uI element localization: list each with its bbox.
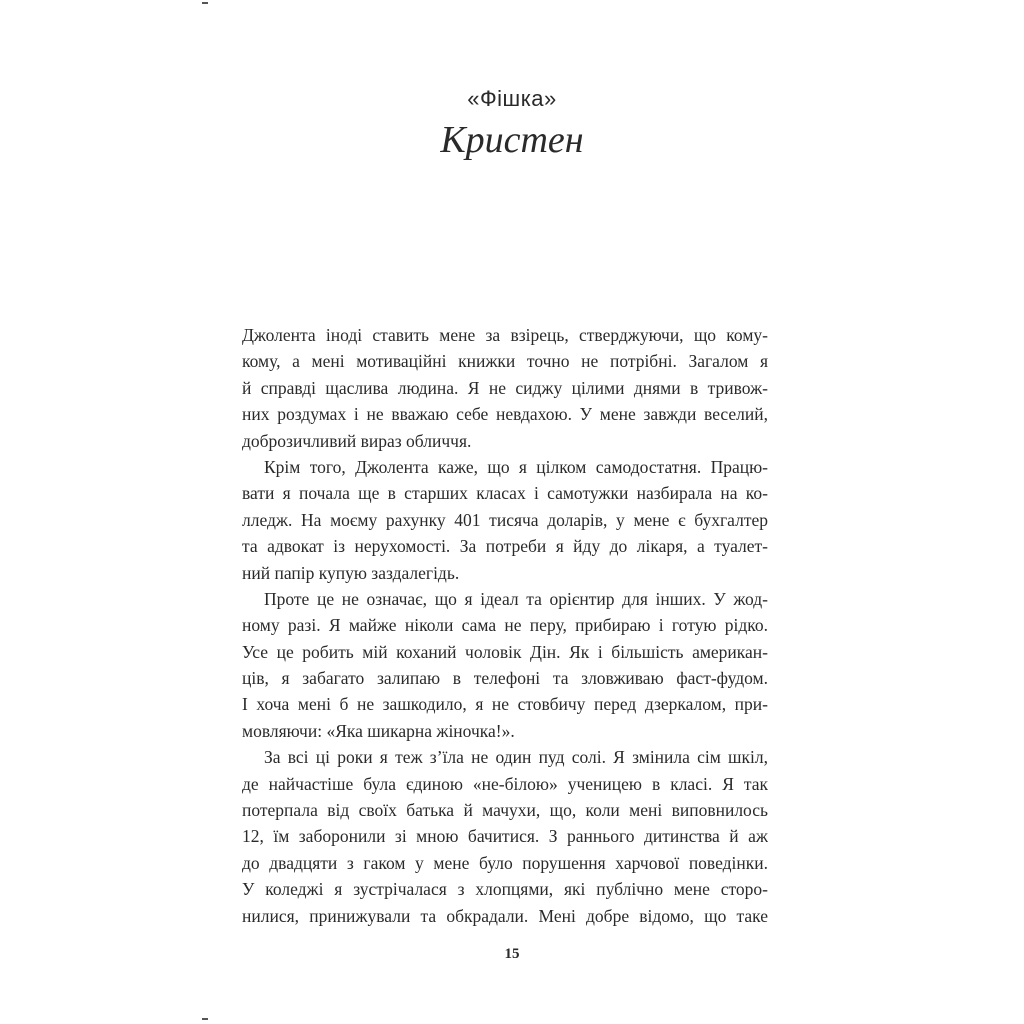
paragraph: [242, 586, 768, 744]
text-line: У коледжі я зустрічалася з хлопцями, які публічно мене сторо-: [242, 879, 768, 900]
text-line: та адвокат із нерухомості. За потреби я йду до лікаря, а туалет-: [242, 536, 768, 557]
text-line: доброзичливий вираз обличчя.: [242, 430, 472, 451]
text-line: За всі ці роки я теж з’їла не один пуд солі. Я змінила сім шкіл,: [264, 747, 768, 768]
crop-mark-bottom-left: [202, 1018, 208, 1020]
text-line: ний папір купую заздалегідь.: [242, 562, 460, 583]
text-line: й справді щаслива людина. Я не сиджу цілими днями в тривож-: [242, 377, 768, 398]
paragraph: [242, 744, 768, 929]
text-line: до двадцяти з гаком у мене було порушення харчової поведінки.: [242, 852, 768, 873]
text-line: кому, а мені мотиваційні книжки точно не потрібні. Загалом я: [242, 351, 768, 372]
text-line: ців, я забагато залипаю в телефоні та зловживаю фаст-фудом.: [242, 668, 768, 689]
text-line: Джолента іноді ставить мене за взірець, стверджуючи, що кому-: [242, 325, 768, 345]
text-line: Крім того, Джолента каже, що я цілком самодостатня. Працю-: [264, 456, 768, 477]
paragraph: [242, 454, 768, 586]
text-line: І хоча мені б не зашкодило, я не стовбичу перед дзеркалом, при-: [242, 694, 768, 715]
text-line: лледж. На моєму рахунку 401 тисяча доларів, у мене є бухгалтер: [242, 509, 768, 530]
paragraph: [242, 322, 768, 454]
body-text: [242, 322, 768, 929]
text-line: потерпала від своїх батька й мачухи, що, коли мені виповнилось: [242, 800, 768, 821]
text-line: мовляючи: «Яка шикарна жіночка!».: [242, 720, 515, 741]
text-line: нилися, принижували та обкрадали. Мені добре відомо, що таке: [242, 905, 768, 926]
text-line: вати я почала ще в старших класах і самотужки назбирала на ко-: [242, 483, 768, 504]
text-line: Усе це робить мій коханий чоловік Дін. Як і більшість американ-: [242, 641, 768, 662]
page-number: 15: [504, 946, 520, 962]
text-line: де найчастіше була єдиною «не-білою» ученицею в класі. Я так: [242, 773, 768, 794]
text-line: них роздумах і не вважаю себе невдахою. У мене завжди веселий,: [242, 404, 768, 425]
text-line: Проте це не означає, що я ідеал та орієнтир для інших. У жод-: [264, 588, 768, 609]
chapter-kicker: «Фішка»: [467, 86, 557, 111]
text-line: 12, їм заборонили зі мною бачитися. З раннього дитинства й аж: [242, 826, 768, 847]
chapter-title: Кристен: [440, 119, 584, 161]
crop-mark-top-left: [202, 2, 208, 4]
text-line: ному разі. Я майже ніколи сама не перу, прибираю і готую рідко.: [242, 615, 768, 636]
